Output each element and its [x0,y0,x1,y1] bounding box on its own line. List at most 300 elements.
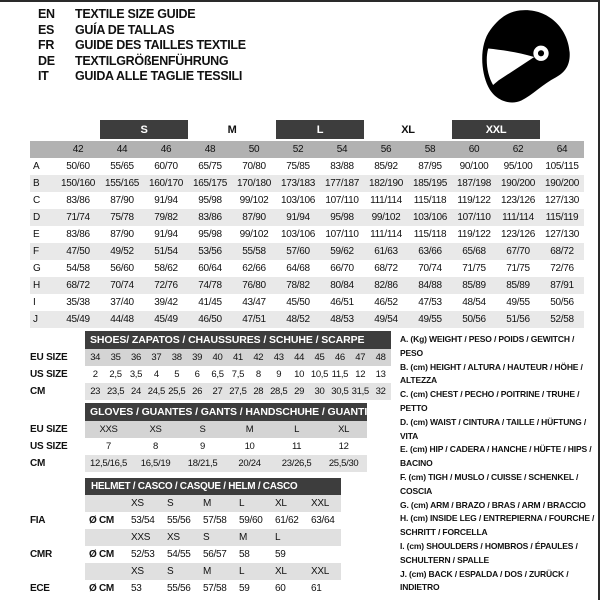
measurement-cell: 66/70 [330,263,354,274]
measurement-cell: 115/118 [413,195,447,206]
measurement-cell: 71/75 [506,263,530,274]
guide-title: GUIDE DES TAILLES TEXTILE [75,38,246,53]
shoes-cell: 36 [126,349,146,366]
language-code: EN [38,7,55,21]
shoes-cell: 32 [370,383,390,400]
eu-size-cell: 58 [408,141,452,158]
helmet-size-cell: XXL [305,563,341,580]
measurement-cell: 99/102 [364,209,408,226]
measurement-cell: 72/76 [550,263,574,274]
measurement-cell: 160/170 [144,175,188,192]
measurement-cell: 65/68 [452,243,496,260]
gloves-row-label: EU SIZE [30,421,85,438]
measurement-cell: 115/119 [540,209,584,226]
helmet-size-cell: L [269,529,305,546]
legend-item: B. (cm) HEIGHT / ALTURA / HAUTEUR / HÖHE / ALTEZZA [400,361,583,386]
helmet-size-cell: S [161,563,197,580]
helmet-size-cell: XS [161,529,197,546]
measurement-cell: 91/94 [154,195,178,206]
measurement-cell: 115/118 [413,229,447,240]
eu-size-cell: 50 [232,141,276,158]
helmet-value-cell: 52/53 [131,549,155,560]
measurement-cell: 119/122 [457,195,491,206]
shoes-cell: 39 [187,349,207,366]
eu-size-row [30,141,584,158]
measurement-cell: 83/86 [66,229,90,240]
helmet-value-cell: 60 [275,583,286,594]
measurement-cell: 87/91 [540,277,584,294]
measurement-legend [400,333,599,595]
shoes-cell: 6,5 [211,369,224,380]
measurement-cell: 47/50 [56,243,100,260]
helmet-value-cell: 61/62 [275,515,299,526]
shoes-cell: 40 [207,349,227,366]
helmet-value-cell: 55/56 [167,583,191,594]
measurement-row [30,277,584,294]
row-letter: E [33,229,40,240]
measurement-cell: 35/38 [66,297,90,308]
measurement-cell: 185/195 [408,175,452,192]
measurement-row [30,243,584,260]
size-group-cell: L [276,120,364,141]
eu-size-cell: 54 [320,141,364,158]
measurement-cell: 95/98 [198,229,222,240]
language-row [38,38,246,54]
measurement-cell: 85/92 [374,161,398,172]
helmet-sizes-row [30,529,341,546]
measurement-cell: 75/78 [100,209,144,226]
measurement-cell: 53/56 [188,243,232,260]
row-letter: B [30,175,56,192]
language-row [38,54,246,70]
measurement-cell: 44/48 [100,311,144,328]
helmet-size-cell: XS [125,495,161,512]
legend-item: G. (cm) ARM / BRAZO / BRAS / ARM / BRACCIO [400,499,586,510]
helmet-standard-label: FIA [30,512,85,529]
measurement-cell: 60/64 [198,263,222,274]
shoes-row [30,383,391,400]
helmet-unit-label: Ø CM [89,515,114,526]
row-letter: F [30,243,56,260]
language-row [38,23,246,39]
shoes-cell: 7,5 [231,369,245,380]
measurement-cell: 84/88 [408,277,452,294]
guide-title: TEXTILGRÖßENFÜHRUNG [75,53,229,68]
measurement-cell: 111/114 [496,209,540,226]
helmet-value-cell: 59 [275,549,286,560]
shoes-cell: 10,5 [310,369,329,380]
measurement-cell: 47/53 [418,297,442,308]
helmet-sizes-spacer [30,529,85,546]
gloves-cell: S [179,421,226,438]
shoes-cell: 38 [167,349,187,366]
helmet-value-cell: 57/58 [203,583,227,594]
eu-size-cell: 46 [144,141,188,158]
gloves-row-label: US SIZE [30,438,85,455]
measurement-cell: 155/165 [100,175,144,192]
helmet-unit-label: Ø CM [89,583,114,594]
gloves-row [30,455,367,472]
measurement-cell: 83/86 [66,195,90,206]
shoes-cell: 47 [350,349,370,366]
size-group-cell [540,120,584,141]
measurement-cell: 45/49 [56,311,100,328]
shoes-cell: 3,5 [129,369,143,380]
size-group-cell: XL [364,120,452,141]
row-letter: J [30,311,56,328]
helmet-value-cell: 54/55 [167,549,191,560]
size-group-cell: M [188,120,276,141]
measurement-cell: 190/200 [496,175,540,192]
shoes-cell: 46 [330,349,350,366]
measurement-cell: 87/90 [110,229,134,240]
measurement-row [30,209,584,226]
measurement-cell: 64/68 [286,263,310,274]
gloves-cell: 9 [200,441,206,452]
helmet-size-cell: L [233,495,269,512]
measurement-cell: 150/160 [56,175,100,192]
helmet-sizes-unit-cell [85,495,125,512]
measurement-cell: 59/62 [320,243,364,260]
measurement-cell: 105/115 [545,161,579,172]
measurement-cell: 51/56 [496,311,540,328]
eu-size-cell: 42 [56,141,100,158]
gloves-cell: 16,5/19 [132,455,179,472]
measurement-cell: 55/58 [232,243,276,260]
gloves-cell: XXS [85,421,132,438]
shoes-cell: 28 [248,383,268,400]
gloves-cell: 11 [291,441,302,452]
measurement-cell: 61/63 [364,243,408,260]
measurement-row [30,311,584,328]
helmet-value-cell [305,546,341,563]
gloves-cell: 8 [153,441,159,452]
helmet-sizes-row [30,495,341,512]
shoes-cell: 45 [309,349,329,366]
helmet-size-cell: S [161,495,197,512]
measurement-cell: 74/78 [188,277,232,294]
measurement-cell: 85/89 [496,277,540,294]
measurement-cell: 95/98 [198,195,222,206]
measurement-cell: 41/45 [198,297,222,308]
measurement-cell: 119/122 [457,229,491,240]
measurement-cell: 67/70 [496,243,540,260]
measurement-cell: 70/74 [100,277,144,294]
measurement-cell: 70/80 [242,161,266,172]
measurement-cell: 71/75 [462,263,486,274]
shoes-cell: 8 [255,369,261,380]
measurement-cell: 70/74 [418,263,442,274]
helmet-size-cell: M [197,495,233,512]
shoes-cell: 44 [289,349,309,366]
measurement-cell: 85/89 [452,277,496,294]
measurement-cell: 47/51 [232,311,276,328]
helmet-values-row [30,546,341,563]
shoes-cell: 41 [228,349,248,366]
helmet-value-cell: 55/56 [167,515,191,526]
helmet-size-cell: M [197,563,233,580]
shoes-cell: 28,5 [269,383,289,400]
shoes-title-row [30,331,391,349]
gloves-cell: 23/26,5 [273,455,320,472]
measurement-cell: 72/76 [144,277,188,294]
shoes-cell: 4 [153,369,159,380]
measurement-row [30,158,584,175]
measurement-cell: 48/52 [276,311,320,328]
helmet-size-cell: XL [269,495,305,512]
measurement-cell: 54/58 [66,263,90,274]
language-code: FR [38,38,55,53]
shoes-cell: 11,5 [331,369,349,380]
gloves-cell: 12,5/16,5 [85,455,132,472]
eu-size-cell: 48 [188,141,232,158]
measurement-cell: 107/110 [452,209,496,226]
row-letter: G [33,263,41,274]
measurement-cell: 68/72 [540,243,584,260]
shoes-cell: 24,5 [146,383,166,400]
guide-title: GUÍA DE TALLAS [75,22,175,37]
helmet-value-cell: 53 [131,583,142,594]
measurement-cell: 80/84 [320,277,364,294]
legend-item: I. (cm) SHOULDERS / HOMBROS / ÉPAULES / SCHULTERN / SPALLE [400,540,578,565]
language-title-list [38,7,246,85]
helmet-size-table [30,478,341,597]
shoes-cell: 23,5 [105,383,125,400]
measurement-cell: 50/56 [550,297,574,308]
shoes-cell: 5 [174,369,180,380]
measurement-cell: 190/200 [540,175,584,192]
measurement-cell: 45/50 [286,297,310,308]
measurement-cell: 87/95 [418,161,442,172]
shoes-cell: 34 [85,349,105,366]
gloves-cell: 10 [244,441,255,452]
gloves-cell: 18/21,5 [179,455,226,472]
helmet-size-cell: XS [125,563,161,580]
eu-size-cell: 56 [364,141,408,158]
measurement-cell: 127/130 [544,229,580,240]
guide-title: TEXTILE SIZE GUIDE [75,7,196,21]
gloves-size-table [30,403,367,472]
measurement-cell: 173/183 [276,175,320,192]
measurement-cell: 65/75 [198,161,222,172]
gloves-title-spacer [30,403,85,421]
measurement-cell: 46/52 [374,297,398,308]
gloves-cell: 20/24 [226,455,273,472]
eu-size-corner-cell [30,141,56,158]
measurement-cell: 170/180 [232,175,276,192]
measurement-cell: 123/126 [500,229,536,240]
shoes-cell: 6 [194,369,200,380]
helmet-value-cell: 57/58 [203,515,227,526]
measurement-cell: 83/86 [188,209,232,226]
shoes-cell: 30,5 [330,383,350,400]
helmet-title-row [30,478,341,495]
measurement-cell: 91/94 [276,209,320,226]
measurement-row [30,175,584,192]
shoes-cell: 35 [105,349,125,366]
shoes-cell: 37 [146,349,166,366]
helmet-value-cell: 58 [239,549,250,560]
helmet-size-cell: XL [269,563,305,580]
helmet-sizes-row [30,563,341,580]
gloves-cell: 12 [338,441,349,452]
helmet-value-cell: 63/64 [311,515,335,526]
measurement-cell: 49/52 [100,243,144,260]
measurement-cell: 55/65 [110,161,134,172]
gloves-cell: 25,5/30 [320,455,367,472]
measurement-row [30,192,584,209]
legend-item: D. (cm) WAIST / CINTURA / TAILLE / HÜFTUNG / VITA [400,416,587,441]
legend-item: C. (cm) CHEST / PECHO / POITRINE / TRUHE / PETTO [400,389,580,413]
measurement-cell: 187/198 [452,175,496,192]
shoes-row [30,366,391,383]
page-top-border [0,0,600,2]
shoes-row [30,349,391,366]
measurement-cell: 83/88 [330,161,354,172]
helmet-value-cell: 53/54 [131,515,155,526]
helmet-standard-label: CMR [30,546,85,563]
gloves-cell: L [273,421,320,438]
eu-size-cell: 62 [496,141,540,158]
measurement-row [30,226,584,243]
legend-item: A. (Kg) WEIGHT / PESO / POIDS / GEWITCH / PESO [400,334,575,358]
row-letter: A [33,161,40,172]
shoes-title-spacer [30,331,85,349]
helmet-value-cell: 59 [239,583,250,594]
language-row [38,69,246,85]
gloves-cell: M [226,421,273,438]
shoes-cell: 27 [207,383,227,400]
eu-size-cell: 44 [100,141,144,158]
shoes-cell: 2,5 [109,369,122,380]
helmet-sizes-spacer [30,495,85,512]
helmet-value-cell: 59/60 [239,515,263,526]
gloves-row-label: CM [30,455,85,472]
measurement-cell: 48/53 [320,311,364,328]
eu-size-cell: 64 [540,141,584,158]
size-group-row [30,120,584,141]
legend-item: H. (cm) INSIDE LEG / ENTREPIERNA / FOURCHE / SCHRITT / FORCELLA [400,513,595,538]
language-code: IT [38,69,49,84]
shoes-cell: 12 [355,369,366,380]
measurement-cell: 111/114 [370,229,402,240]
helmet-title-spacer [30,478,85,495]
measurement-cell: 107/110 [325,229,359,240]
shoes-cell: 30 [309,383,329,400]
measurement-cell: 48/54 [462,297,486,308]
size-group-cell [30,120,100,141]
shoes-row-label: EU SIZE [30,349,85,366]
gloves-cell: 7 [106,441,111,452]
measurement-cell: 79/82 [144,209,188,226]
helmet-values-row [30,512,341,529]
shoes-cell: 42 [248,349,268,366]
textile-size-table [30,120,584,328]
shoes-cell: 10 [294,369,305,380]
measurement-cell: 99/102 [239,195,269,206]
helmet-icon [462,6,588,108]
measurement-cell: 58/62 [154,263,178,274]
measurement-cell: 95/100 [503,161,533,172]
shoes-cell: 48 [370,349,390,366]
measurement-cell: 95/98 [320,209,364,226]
measurement-cell: 103/106 [280,229,316,240]
measurement-cell: 51/54 [144,243,188,260]
shoes-cell: 43 [269,349,289,366]
size-group-cell: XXL [452,120,540,141]
gloves-title-row [30,403,367,421]
measurement-cell: 78/82 [276,277,320,294]
measurement-cell: 50/60 [66,161,90,172]
measurement-cell: 52/58 [540,311,584,328]
shoes-cell: 25,5 [167,383,187,400]
measurement-cell: 49/55 [408,311,452,328]
measurement-cell: 82/86 [364,277,408,294]
measurement-cell: 45/49 [144,311,188,328]
helmet-sizes-unit-cell [85,529,125,546]
shoes-cell: 9 [276,369,282,380]
shoes-cell: 31,5 [350,383,370,400]
helmet-size-cell: M [233,529,269,546]
measurement-cell: 57/60 [276,243,320,260]
guide-title: GUIDA ALLE TAGLIE TESSILI [75,69,243,84]
measurement-cell: 90/100 [459,161,489,172]
measurement-cell: 107/110 [325,195,359,206]
helmet-unit-label: Ø CM [89,549,114,560]
shoes-cell: 26 [187,383,207,400]
measurement-cell: 99/102 [239,229,269,240]
row-letter: I [33,297,36,308]
measurement-cell: 46/51 [330,297,354,308]
legend-item: F. (cm) TIGH / MUSLO / CUISSE / SCHENKEL / COSCIA [400,471,579,496]
measurement-cell: 43/47 [242,297,266,308]
shoes-cell: 13 [375,369,386,380]
row-letter: C [33,195,40,206]
measurement-cell: 103/106 [280,195,316,206]
measurement-cell: 87/90 [232,209,276,226]
shoes-cell: 23 [85,383,105,400]
measurement-cell: 123/126 [500,195,536,206]
shoes-cell: 27,5 [228,383,248,400]
language-row [38,7,246,23]
measurement-cell: 68/72 [374,263,398,274]
helmet-values-row [30,580,341,597]
shoes-size-table [30,331,391,400]
helmet-size-cell: XXS [125,529,161,546]
shoes-cell: 24 [126,383,146,400]
eu-size-cell: 52 [276,141,320,158]
measurement-cell: 63/66 [408,243,452,260]
measurement-cell: 49/55 [506,297,530,308]
gloves-cell: XS [132,421,179,438]
measurement-cell: 39/42 [154,297,178,308]
measurement-cell: 50/56 [452,311,496,328]
gloves-row [30,421,367,438]
language-code: ES [38,22,55,37]
row-letter: D [30,209,56,226]
shoes-row-label: CM [30,383,85,400]
helmet-standard-label: ECE [30,580,85,597]
helmet-title-bar: HELMET / CASCO / CASQUE / HELM / CASCO [85,478,341,495]
measurement-cell: 165/175 [188,175,232,192]
gloves-title-bar: GLOVES / GUANTES / GANTS / HANDSCHUHE / GUANTI [85,403,367,421]
gloves-row [30,438,367,455]
measurement-cell: 91/94 [154,229,178,240]
measurement-cell: 103/106 [408,209,452,226]
measurement-cell: 127/130 [544,195,580,206]
shoes-row-label: US SIZE [30,366,85,383]
measurement-cell: 60/70 [154,161,178,172]
